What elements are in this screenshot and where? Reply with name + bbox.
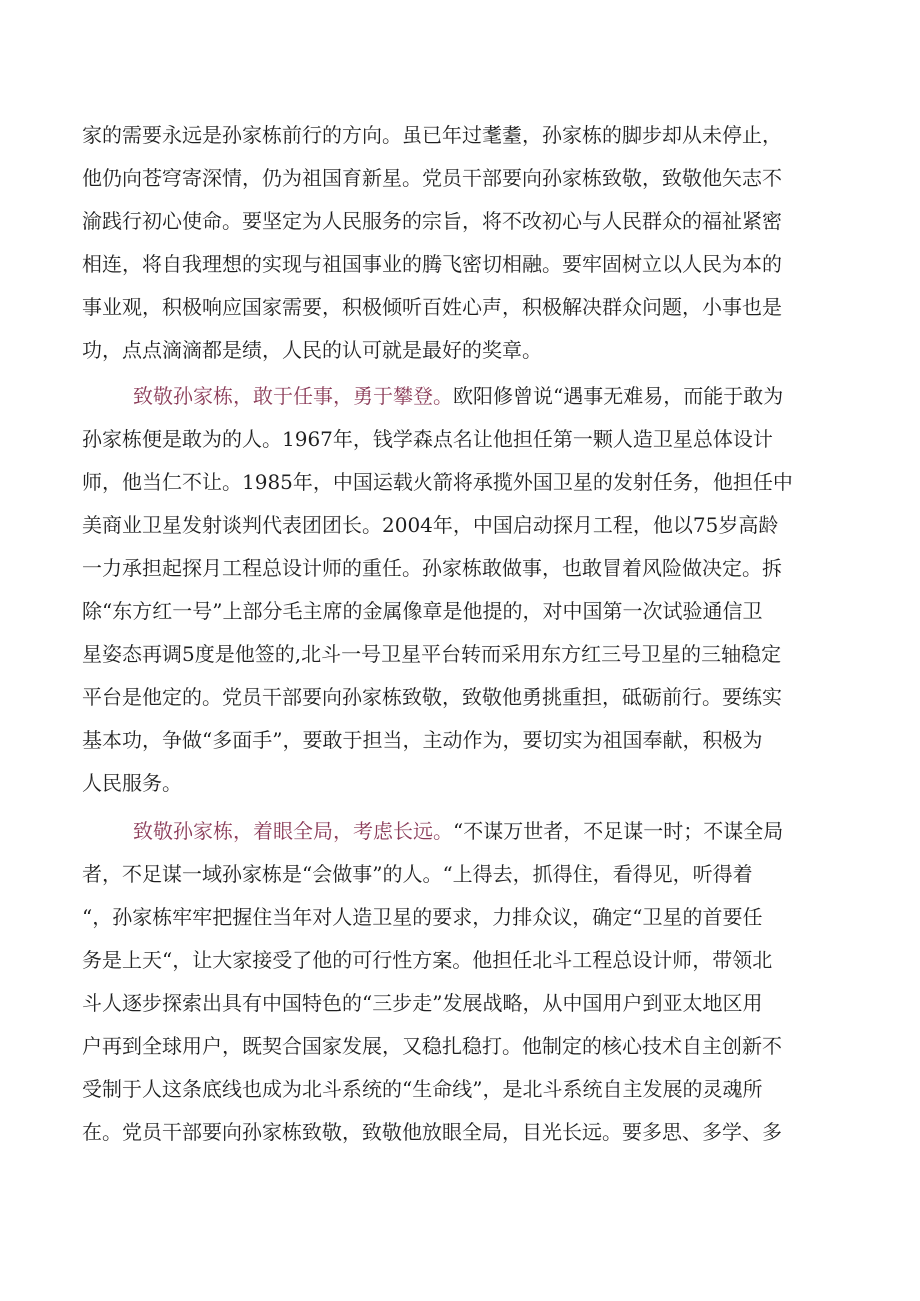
text-line: 户再到全球用户，既契合国家发展，又稳扎稳打。他制定的核心技术自主创新不	[82, 1034, 782, 1058]
text-run: 欧阳修曾说“遇事无难易，而能于敢为	[453, 384, 784, 408]
text-line: 功，点点滴滴都是绩，人民的认可就是最好的奖章。	[82, 338, 542, 362]
text-run: “不谋万世者，不足谋一时；不谋全局	[453, 819, 784, 843]
text-line: “，孙家栋牢牢把握住当年对人造卫星的要求，力排众议，确定“卫星的首要任	[82, 905, 763, 929]
text-line: 家的需要永远是孙家栋前行的方向。虽已年过耄耋，孙家栋的脚步却从未停止，	[82, 123, 782, 147]
paragraph-first-line	[133, 813, 850, 849]
section-heading: 致敬孙家栋，敢于任事，勇于攀登。	[133, 384, 453, 408]
text-line: 孙家栋便是敢为的人。1967年，钱学森点名让他担任第一颗人造卫星总体设计	[82, 427, 773, 451]
text-line: 人民服务。	[82, 771, 182, 795]
text-line: 事业观，积极响应国家需要，积极倾听百姓心声，积极解决群众问题，小事也是	[82, 295, 782, 319]
text-line: 务是上天“，让大家接受了他的可行性方案。他担任北斗工程总设计师，带领北	[82, 948, 773, 972]
text-line: 基本功，争做“多面手”，要敢于担当，主动作为，要切实为祖国奉献，积极为	[82, 728, 763, 752]
text-line: 除“东方红一号”上部分毛主席的金属像章是他提的，对中国第一次试验通信卫	[82, 599, 763, 623]
text-line: 师，他当仁不让。1985年，中国运载火箭将承揽外国卫星的发射任务，他担任中	[82, 470, 793, 494]
text-line: 相连，将自我理想的实现与祖国事业的腾飞密切相融。要牢固树立以人民为本的	[82, 252, 782, 276]
paragraph-first-line	[133, 378, 850, 414]
text-line: 在。党员干部要向孙家栋致敬，致敬他放眼全局，目光长远。要多思、多学、多	[82, 1120, 782, 1144]
section-heading: 致敬孙家栋，着眼全局，考虑长远。	[133, 819, 453, 843]
text-line: 平台是他定的。党员干部要向孙家栋致敬，致敬他勇挑重担，砥砺前行。要练实	[82, 685, 782, 709]
text-line: 星姿态再调5度是他签的,北斗一号卫星平台转而采用东方红三号卫星的三轴稳定	[82, 642, 782, 666]
text-line: 他仍向苍穹寄深情，仍为祖国育新星。党员干部要向孙家栋致敬，致敬他矢志不	[82, 166, 782, 190]
text-line: 者，不足谋一域孙家栋是“会做事”的人。“上得去，抓得住，看得见，听得着	[82, 862, 753, 886]
text-line: 受制于人这条底线也成为北斗系统的“生命线”，是北斗系统自主发展的灵魂所	[82, 1077, 763, 1101]
text-line: 美商业卫星发射谈判代表团团长。2004年，中国启动探月工程，他以75岁高龄	[82, 513, 779, 537]
text-line: 渝践行初心使命。要坚定为人民服务的宗旨，将不改初心与人民群众的福祉紧密	[82, 209, 782, 233]
text-line: 一力承担起探月工程总设计师的重任。孙家栋敢做事，也敢冒着风险做决定。拆	[82, 556, 782, 580]
text-line: 斗人逐步探索出具有中国特色的“三步走”发展战略，从中国用户到亚太地区用	[82, 991, 763, 1015]
